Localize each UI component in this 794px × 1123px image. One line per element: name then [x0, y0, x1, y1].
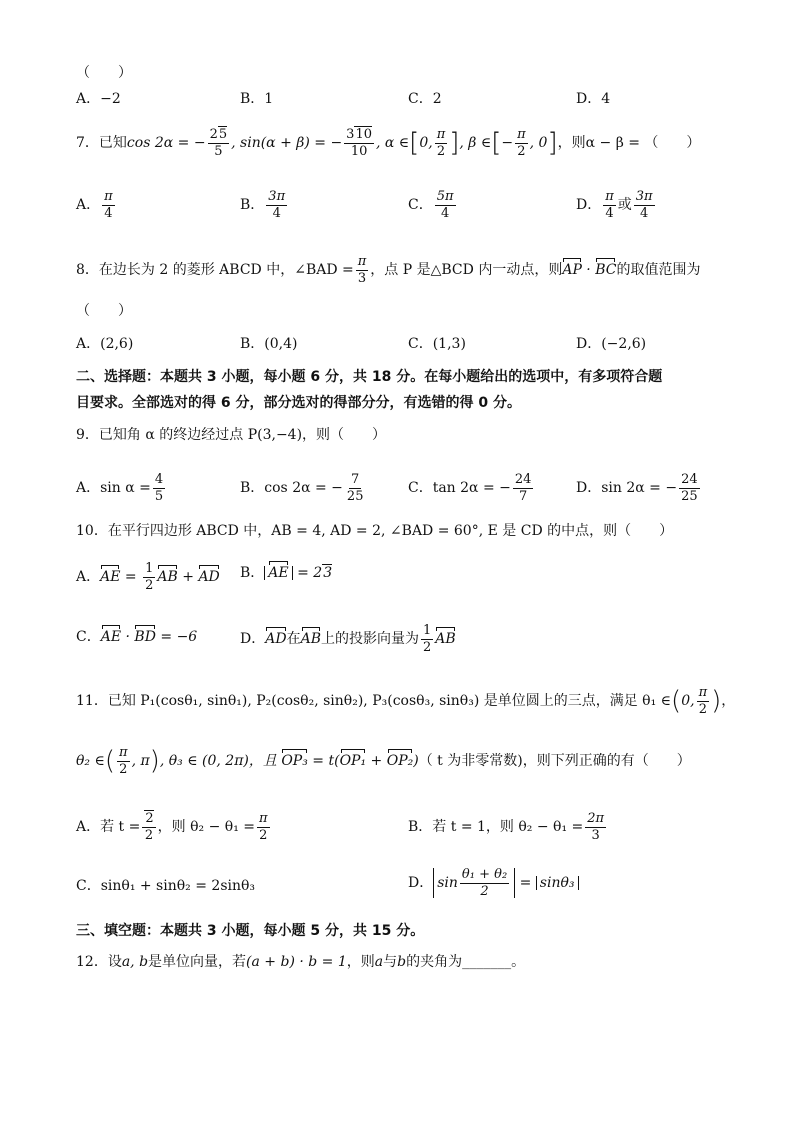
q9-stem: 9．已知角 α 的终边经过点 P(3,−4)，则（ ）: [76, 427, 387, 443]
q6-option-a[interactable]: A．−2: [76, 91, 121, 107]
q8-option-d[interactable]: D．(−2,6): [576, 336, 647, 352]
q10-option-c[interactable]: C．AE · BD = −6: [76, 629, 198, 645]
q9-option-c[interactable]: C．tan 2α = − $\frac{24}{7}$: [408, 472, 532, 504]
q10-stem: 10．在平行四边形 ABCD 中，AB = 4, AD = 2, ∠BAD = 60°, E 是 CD 的中点，则（ ）: [76, 523, 674, 539]
q9-option-a[interactable]: A．sin α = $\frac{4}{5}$: [76, 472, 164, 504]
q11-option-a[interactable]: A．若 t = $\frac{2}{2}$ ，则 θ₂ − θ₁ = $\frac{\pi}{2}$: [76, 811, 268, 843]
q10-option-d[interactable]: D．AD在AB上的投影向量为 $\frac{1}{2}$ AB: [240, 623, 456, 655]
q6-paren: （ ）: [76, 65, 132, 81]
q6-option-b[interactable]: B．1: [240, 91, 274, 107]
section2-heading-line2: 目要求。全部选对的得 6 分，部分选对的得部分分，有选错的得 0 分。: [76, 395, 521, 411]
section3-heading: 三、填空题：本题共 3 小题，每小题 5 分，共 15 分。: [76, 923, 425, 939]
q8-option-a[interactable]: A．(2,6): [76, 336, 134, 352]
q8-stem: 8．在边长为 2 的菱形 ABCD 中，∠BAD = $\frac{\pi}{3}$ ，点 P 是△BCD 内一动点，则AP · BC的取值范围为: [76, 254, 701, 286]
q8-option-b[interactable]: B．(0,4): [240, 336, 298, 352]
q11-option-b[interactable]: B．若 t = 1，则 θ₂ − θ₁ = $\frac{2\pi}{3}$: [408, 811, 605, 843]
q7-option-c[interactable]: C． $\frac{5\pi}{4}$: [408, 189, 454, 221]
q11-option-d[interactable]: D． sin $\frac{\text{θ₁ + θ₂}}{2}$ = sinθ₃: [408, 868, 579, 898]
q8-option-c[interactable]: C．(1,3): [408, 336, 466, 352]
q7-option-d[interactable]: D． $\frac{\pi}{4}$ 或 $\frac{3\pi}{4}$: [576, 189, 653, 221]
q7-option-b[interactable]: B． $\frac{3\pi}{4}$: [240, 189, 286, 221]
q10-option-a[interactable]: A．AE = $\frac{1}{2}$ AB + AD: [76, 561, 220, 593]
q6-option-c[interactable]: C．2: [408, 91, 442, 107]
q9-option-d[interactable]: D．sin 2α = − $\frac{24}{25}$: [576, 472, 698, 504]
q11-stem: 11．已知 P₁(cosθ₁, sinθ₁), P₂(cosθ₂, sinθ₂), P₃(cosθ₃, sinθ₃) 是单位圆上的三点，满足 θ₁ ∈(0, $\frac{\pi}{2}$ )，: [76, 685, 736, 717]
q8-paren: （ ）: [76, 303, 132, 319]
q11-line2: θ₂ ∈( $\frac{\pi}{2}$ , π), θ₃ ∈ (0, 2π)，且 OP₃ = t(OP₁ + OP₂)（ t 为非零常数)，则下列正确的有（ ）: [76, 745, 691, 777]
q12-stem: 12．设a, b是单位向量，若(a + b) · b = 1，则a与b的夹角为_______。: [76, 954, 526, 970]
q10-option-b[interactable]: B． AE = 23: [240, 565, 333, 581]
q9-option-b[interactable]: B．cos 2α = − $\frac{7}{25}$: [240, 472, 364, 504]
q6-option-d[interactable]: D．4: [576, 91, 611, 107]
q7-option-a[interactable]: A． $\frac{\pi}{4}$: [76, 189, 113, 221]
q11-option-c[interactable]: C．sinθ₁ + sinθ₂ = 2sinθ₃: [76, 878, 256, 894]
q7-stem: 7．已知cos 2α = − $\frac{25}{5}$ , sin(α + β) = − $\frac{310}{10}$ , α ∈[0, $\frac{\pi}{2}$ ], β ∈[− $\frac{\pi}{2}$ , 0]，则α − β = （ ）: [76, 127, 701, 159]
section2-heading-line1: 二、选择题：本题共 3 小题，每小题 6 分，共 18 分。在每小题给出的选项中，有多项符合题: [76, 369, 663, 385]
